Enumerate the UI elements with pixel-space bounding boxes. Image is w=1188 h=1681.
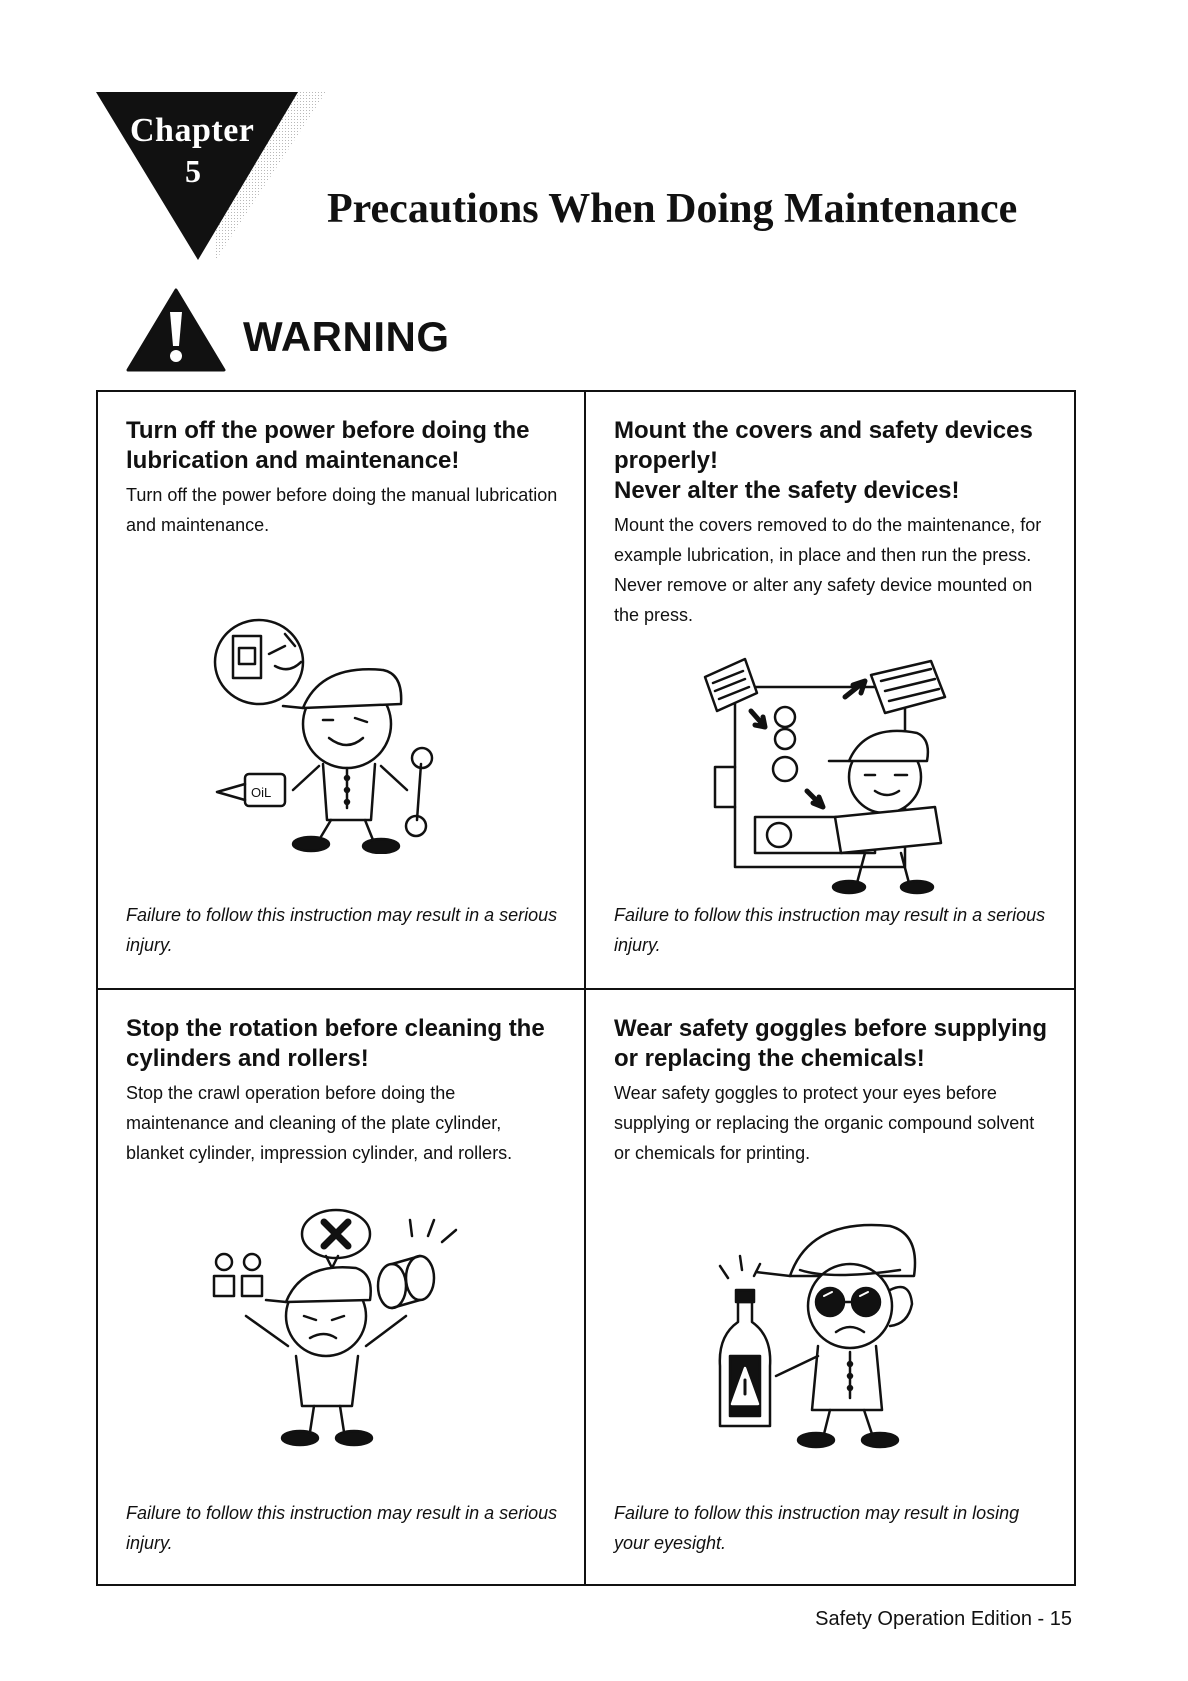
- worker-stopping-rollers-illustration: [206, 1206, 476, 1456]
- section-body: Wear safety goggles to protect your eyes before supplying or replacing the organic compound solvent or chemicals for printing.: [614, 1083, 1035, 1163]
- warning-grid: [96, 390, 1076, 1586]
- chapter-number: 5: [185, 153, 201, 189]
- warning-section-covers: [586, 392, 1074, 990]
- worker-unplugging-power-illustration: [211, 614, 471, 854]
- warning-section-power: [98, 392, 586, 990]
- section-heading: Turn off the power before doing the lubrication and maintenance!: [126, 417, 530, 474]
- page-footer: Safety Operation Edition - 15: [815, 1608, 1072, 1630]
- section-heading: Wear safety goggles before supplying or replacing the chemicals!: [614, 1015, 1047, 1072]
- section-failure-note: Failure to follow this instruction may result in a serious injury.: [614, 905, 1046, 955]
- page-title: Precautions When Doing Maintenance: [327, 186, 1018, 232]
- section-body: Turn off the power before doing the manual lubrication and maintenance.: [126, 485, 558, 535]
- section-body: Mount the covers removed to do the maintenance, for example lubrication, in place and then run the press. Never remove or alter any safety device mounted on the press.: [614, 515, 1042, 625]
- section-heading: Stop the rotation before cleaning the cylinders and rollers!: [126, 1015, 545, 1072]
- warning-section-rotation: [98, 990, 586, 1584]
- warning-section-goggles: [586, 990, 1074, 1584]
- section-failure-note: Failure to follow this instruction may result in a serious injury.: [126, 905, 558, 955]
- section-failure-note: Failure to follow this instruction may result in a serious injury.: [126, 1503, 558, 1553]
- section-body: Stop the crawl operation before doing the maintenance and cleaning of the plate cylinder, blanket cylinder, impression cylinder, and rollers.: [126, 1083, 513, 1163]
- warning-triangle-icon: [126, 288, 226, 372]
- section-failure-note: Failure to follow this instruction may result in losing your eyesight.: [614, 1503, 1020, 1553]
- chapter-label: Chapter: [130, 112, 255, 149]
- worker-wearing-goggles-illustration: [700, 1206, 960, 1456]
- section-heading-line2: Never alter the safety devices!: [614, 477, 960, 504]
- worker-mounting-covers-illustration: [695, 657, 965, 897]
- section-heading-line1: Mount the covers and safety devices properly!: [614, 417, 1033, 474]
- svg-text:OiL: OiL: [251, 785, 272, 800]
- warning-label: WARNING: [243, 313, 450, 360]
